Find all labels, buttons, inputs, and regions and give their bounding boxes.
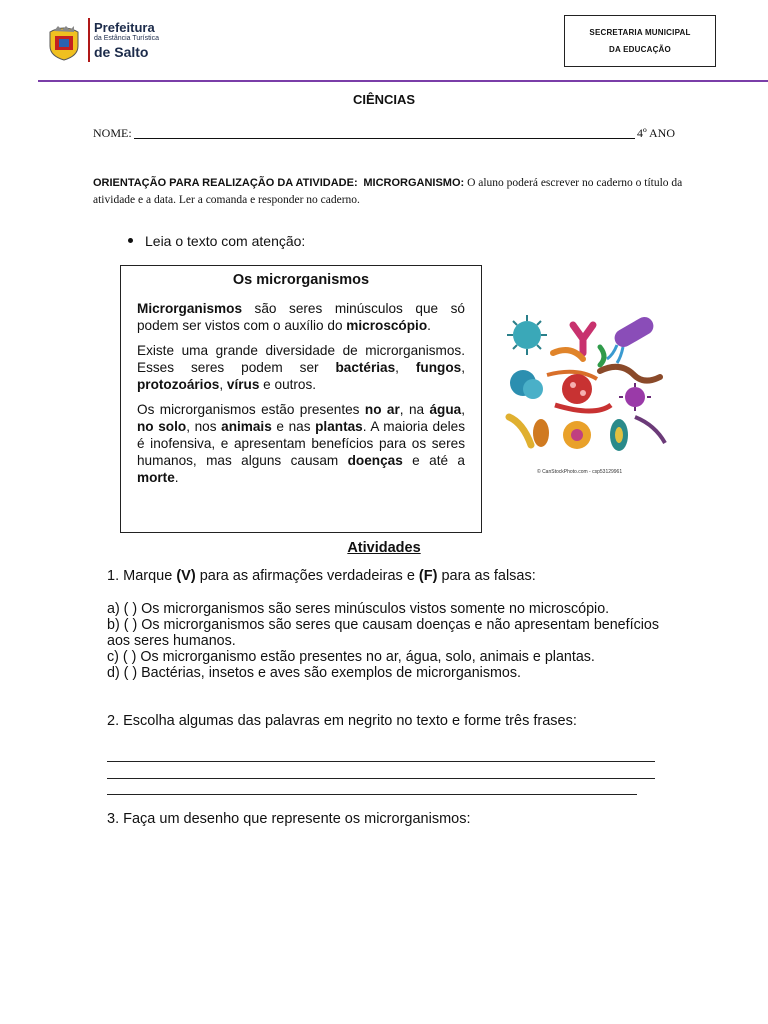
instruction-text: Leia o texto com atenção: (145, 233, 306, 249)
name-label: NOME: (93, 126, 132, 140)
textbox-paragraph-1: Microrganismos são seres minúsculos que só podem ser vistos com o auxílio do microscópio. (137, 301, 465, 333)
bullet-icon (128, 238, 133, 243)
logo-estancia: da Estância Turística (94, 35, 159, 42)
option-c[interactable]: c) ( ) Os microrganismo estão presentes no ar, água, solo, animais e plantas. (107, 649, 595, 665)
textbox-paragraph-3: Os microrganismos estão presentes no ar, na água, no solo, nos animais e nas plantas. A maioria deles é inofensiva, e apresentam benefícios para os seres humanos, mas alguns causam doenças e até a morte. (137, 402, 466, 485)
microorganisms-illustration (495, 305, 673, 475)
option-d[interactable]: d) ( ) Bactérias, insetos e aves são exemplos de microrganismos. (107, 665, 521, 681)
logo-salto: de Salto (94, 44, 149, 60)
question-1-options (107, 601, 659, 681)
question-3: 3. Faça um desenho que represente os microrganismos: (107, 811, 471, 827)
answer-line-1[interactable] (107, 761, 655, 762)
name-row (93, 126, 675, 141)
grade-label: 4º ANO (636, 126, 675, 140)
activities-title: Atividades (347, 540, 421, 556)
orientation-paragraph (93, 175, 683, 209)
orientation-label: ORIENTAÇÃO PARA REALIZAÇÃO DA ATIVIDADE: (93, 177, 358, 189)
secretaria-line-1: SECRETARIA MUNICIPAL (589, 28, 691, 37)
secretaria-box (564, 15, 716, 67)
answer-line-2[interactable] (107, 778, 655, 779)
city-crest-icon (44, 22, 84, 62)
image-credit: © CanStockPhoto.com - csp53129961 (537, 469, 623, 475)
page-title: CIÊNCIAS (352, 92, 416, 107)
question-1: 1. Marque (V) para as afirmações verdadeiras e (F) para as falsas: (107, 568, 536, 584)
reading-instruction (128, 233, 305, 249)
question-2: 2. Escolha algumas das palavras em negrito no texto e forme três frases: (107, 713, 577, 729)
header-rule (38, 80, 768, 82)
orientation-text: O aluno poderá escrever no caderno o título da atividade e a data. Ler a comanda e responder no caderno. (93, 177, 683, 206)
reading-textbox (120, 265, 482, 533)
microorganisms-icon (495, 305, 673, 465)
secretaria-line-2: DA EDUCAÇÃO (609, 45, 671, 54)
name-field-line[interactable] (134, 126, 635, 139)
logo-divider (88, 18, 90, 62)
answer-line-3[interactable] (107, 794, 637, 795)
textbox-paragraph-2: Existe uma grande diversidade de microrganismos. Esses seres podem ser bactérias, fungos, protozoários, vírus e outros. (137, 343, 465, 392)
textbox-title: Os microrganismos (232, 272, 370, 288)
option-a[interactable]: a) ( ) Os microrganismos são seres minúsculos vistos somente no microscópio. (107, 601, 610, 617)
prefeitura-logo (44, 14, 174, 66)
orientation-topic: MICRORGANISMO: (363, 177, 465, 189)
option-b[interactable]: b) ( ) Os microrganismos são seres que causam doenças e não apresentam benefícios aos seres humanos. (107, 617, 659, 649)
logo-prefeitura: Prefeitura (94, 20, 155, 35)
